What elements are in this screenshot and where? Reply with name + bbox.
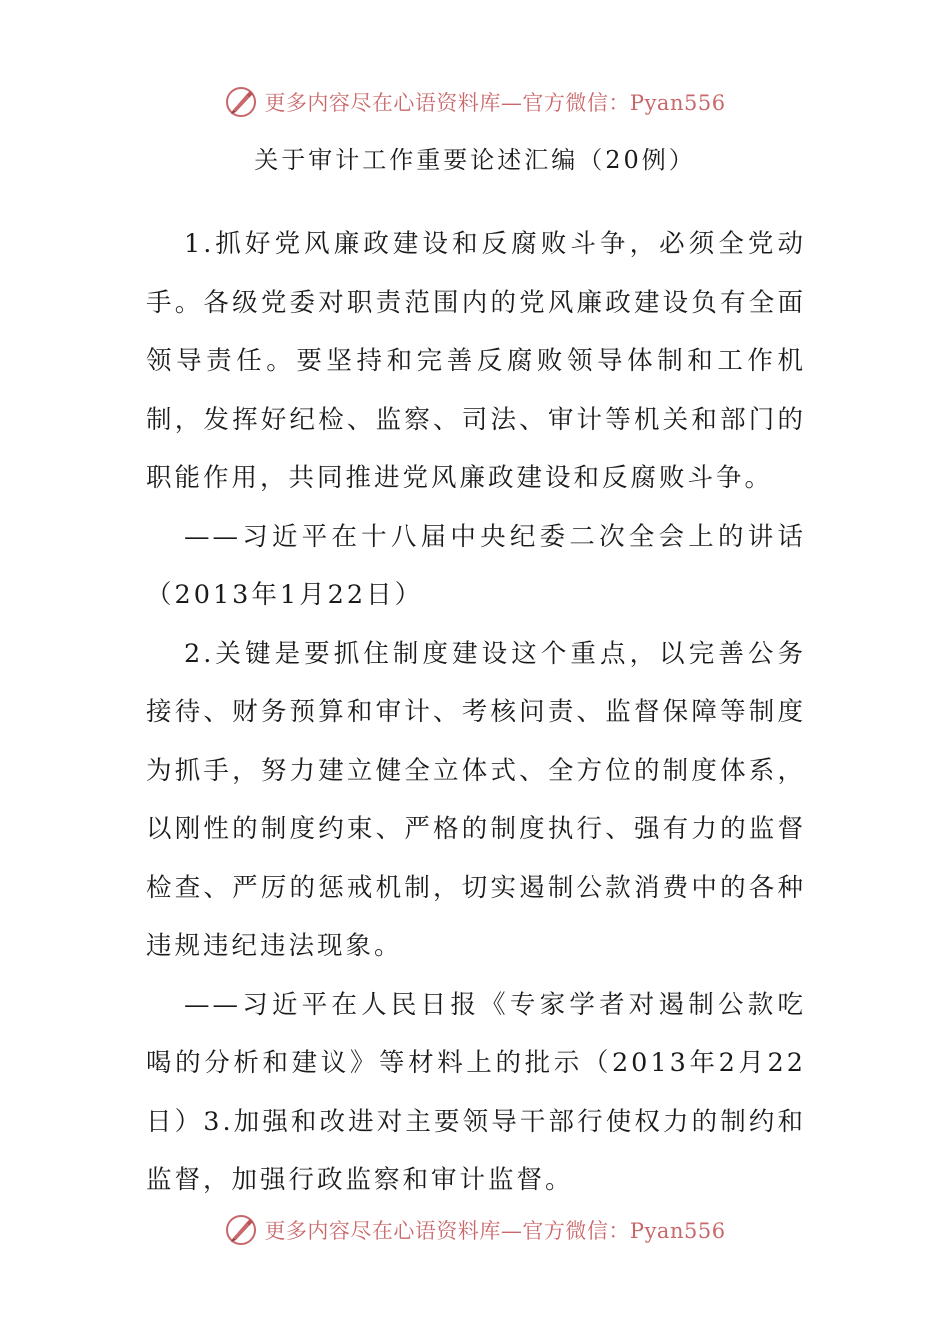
pen-logo-icon	[224, 85, 258, 119]
header-banner	[0, 82, 950, 122]
paragraph-1: 1.抓好党风廉政建设和反腐败斗争，必须全党动手。各级党委对职责范围内的党风廉政建设负有全面领导责任。要坚持和完善反腐败领导体制和工作机制，发挥好纪检、监察、司法、审计等机关和部门的职能作用，共同推进党风廉政建设和反腐败斗争。	[146, 229, 806, 493]
banner-text: 更多内容尽在心语资料库—官方微信：Pyan556	[264, 91, 726, 115]
citation-2: ——习近平在人民日报《专家学者对遏制公款吃喝的分析和建议》等材料上的批示（2013年2月22日）3.加强和改进对主要领导干部行使权力的制约和监督，加强行政监察和审计监督。	[146, 989, 806, 1195]
pen-logo-icon	[224, 1213, 258, 1247]
page-title: 关于审计工作重要论述汇编（20例）	[254, 146, 696, 174]
paragraph-2: 2.关键是要抓住制度建设这个重点，以完善公务接待、财务预算和审计、考核问责、监督保障等制度为抓手，努力建立健全立体式、全方位的制度体系，以刚性的制度约束、严格的制度执行、强有力的监督检查、严厉的惩戒机制，切实遏制公款消费中的各种违规违纪违法现象。	[146, 638, 806, 961]
banner-text: 更多内容尽在心语资料库—官方微信：Pyan556	[264, 1219, 726, 1243]
document-body	[146, 215, 806, 1210]
footer-banner	[0, 1210, 950, 1250]
citation-1: ——习近平在十八届中央纪委二次全会上的讲话（2013年1月22日）	[146, 521, 806, 610]
